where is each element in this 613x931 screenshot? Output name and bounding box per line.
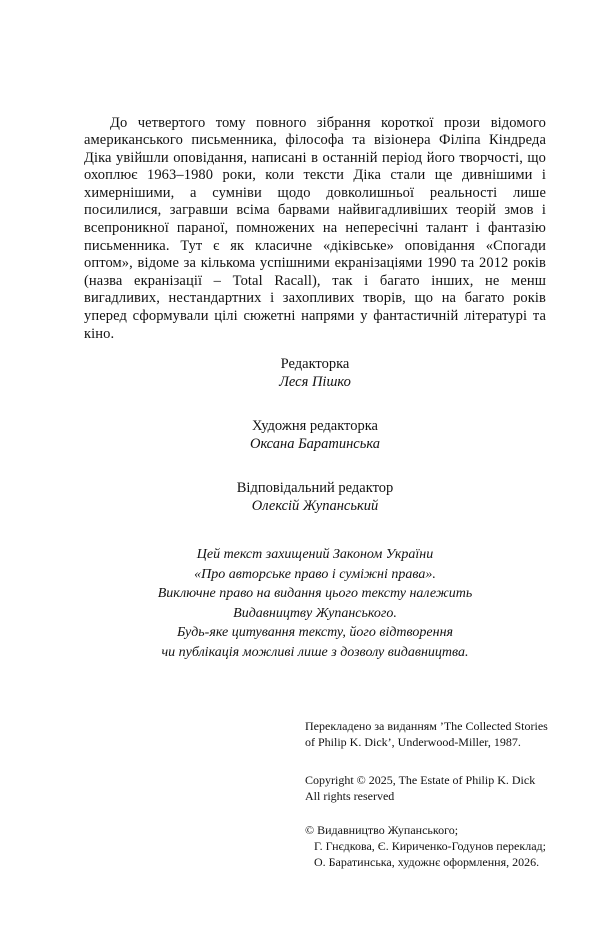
legal-line: Цей текст захищений Законом України	[196, 547, 434, 562]
legal-line: Будь-яке цитування тексту, його відтворення	[176, 625, 454, 640]
credit-art-editor	[84, 417, 546, 453]
legal-notice	[84, 545, 546, 662]
copyright-line: Copyright © 2025, The Estate of Philip K. Dick	[305, 773, 536, 787]
source-line: of Philip K. Dick’, Underwood-Miller, 1987.	[305, 735, 521, 749]
credit-role: Редакторка	[280, 356, 350, 372]
copyright-line: All rights reserved	[305, 789, 395, 803]
publisher-line: © Видавництво Жупанського;	[305, 823, 459, 837]
publisher-line: О. Баратинська, художнє оформлення, 2026.	[314, 855, 540, 869]
copyright-note	[305, 772, 535, 804]
credit-role: Художня редакторка	[252, 418, 378, 434]
legal-line: чи публікація можливі лише з дозволу видавництва.	[161, 644, 469, 660]
intro-paragraph: До четвертого тому повного зібрання короткої прози відомого американського письменника, філософа та візіонера Філіпа Кіндреда Діка увійшли оповідання, написані в останній період його творчості, що охоплює 1963–1980 роки, коли тексти Діка стали ще дивнішими і химернішими, а сумніви щодо довколишньої реальності лише посилилися, загравши всіма барвами найвигадливіших теорій змов і всепроникної параної, помножених на непересічні талант і фантазію письменника. Тут є як класичне «діківське» оповідання «Спогади оптом», відоме за кількома успішними екранізаціями 1990 та 2012 років (назва екранізації – Total Racall), так і багато інших, не менш вигадливих, нестандартних і захопливих творів, що на багато років уперед сформували цілі сюжетні напрями у фантастичній літературі та кіно.	[84, 114, 546, 342]
credit-name: Оксана Баратинська	[249, 436, 380, 452]
credit-managing-editor	[84, 479, 546, 515]
credit-name: Олексій Жупанський	[251, 498, 379, 514]
legal-line: Виключне право на видання цього тексту належить	[157, 586, 473, 601]
publisher-line: Г. Гнєдкова, Є. Кириченко-Годунов переклад;	[314, 839, 546, 853]
legal-line: «Про авторське право і суміжні права».	[194, 566, 436, 582]
legal-line: Видавництву Жупанського.	[233, 605, 397, 621]
credits-block	[84, 355, 546, 541]
credit-name: Леся Пішко	[279, 374, 351, 390]
publisher-note	[305, 822, 546, 870]
source-edition-note	[305, 718, 548, 750]
source-line: Перекладено за виданням ’The Collected Stories	[305, 719, 548, 733]
credit-role: Відповідальний редактор	[236, 480, 394, 496]
credit-editor	[84, 355, 546, 391]
